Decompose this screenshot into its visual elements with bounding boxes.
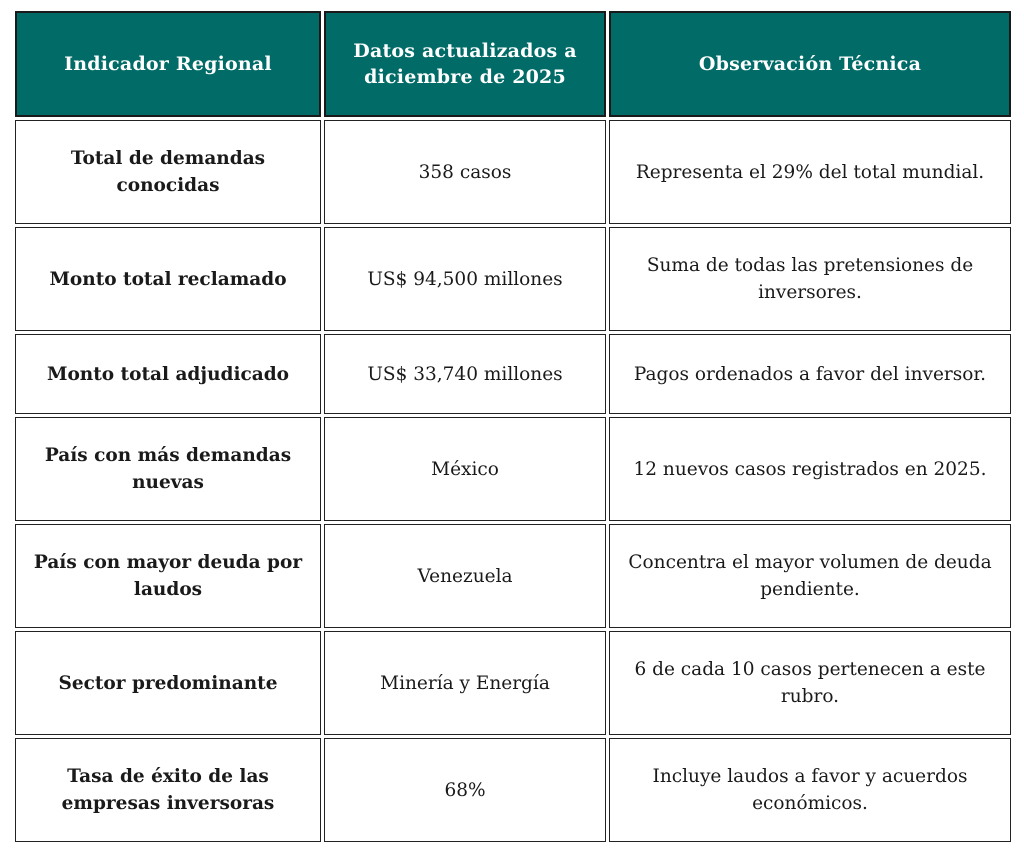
table-row — [15, 120, 1011, 224]
table-row — [15, 334, 1011, 414]
header-data: Datos actualizados a diciembre de 2025 — [324, 11, 606, 117]
value-cell: 358 casos — [324, 120, 606, 224]
table-row — [15, 524, 1011, 628]
note-cell: 6 de cada 10 casos pertenecen a este rubro. — [609, 631, 1011, 735]
indicator-cell: Tasa de éxito de las empresas inversoras — [15, 738, 321, 842]
indicator-cell: País con mayor deuda por laudos — [15, 524, 321, 628]
regional-indicators-table — [12, 8, 1014, 845]
indicator-cell: País con más demandas nuevas — [15, 417, 321, 521]
note-cell: 12 nuevos casos registrados en 2025. — [609, 417, 1011, 521]
indicator-cell: Sector predominante — [15, 631, 321, 735]
header-observation: Observación Técnica — [609, 11, 1011, 117]
note-cell: Suma de todas las pretensiones de inversores. — [609, 227, 1011, 331]
value-cell: Venezuela — [324, 524, 606, 628]
table-row — [15, 738, 1011, 842]
indicator-cell: Monto total adjudicado — [15, 334, 321, 414]
indicator-cell: Monto total reclamado — [15, 227, 321, 331]
note-cell: Representa el 29% del total mundial. — [609, 120, 1011, 224]
table-row — [15, 631, 1011, 735]
table-header-row — [15, 11, 1011, 117]
value-cell: US$ 33,740 millones — [324, 334, 606, 414]
value-cell: Minería y Energía — [324, 631, 606, 735]
note-cell: Pagos ordenados a favor del inversor. — [609, 334, 1011, 414]
value-cell: 68% — [324, 738, 606, 842]
value-cell: México — [324, 417, 606, 521]
table-row — [15, 417, 1011, 521]
note-cell: Incluye laudos a favor y acuerdos económicos. — [609, 738, 1011, 842]
header-indicator: Indicador Regional — [15, 11, 321, 117]
note-cell: Concentra el mayor volumen de deuda pendiente. — [609, 524, 1011, 628]
value-cell: US$ 94,500 millones — [324, 227, 606, 331]
table-row — [15, 227, 1011, 331]
indicator-cell: Total de demandas conocidas — [15, 120, 321, 224]
